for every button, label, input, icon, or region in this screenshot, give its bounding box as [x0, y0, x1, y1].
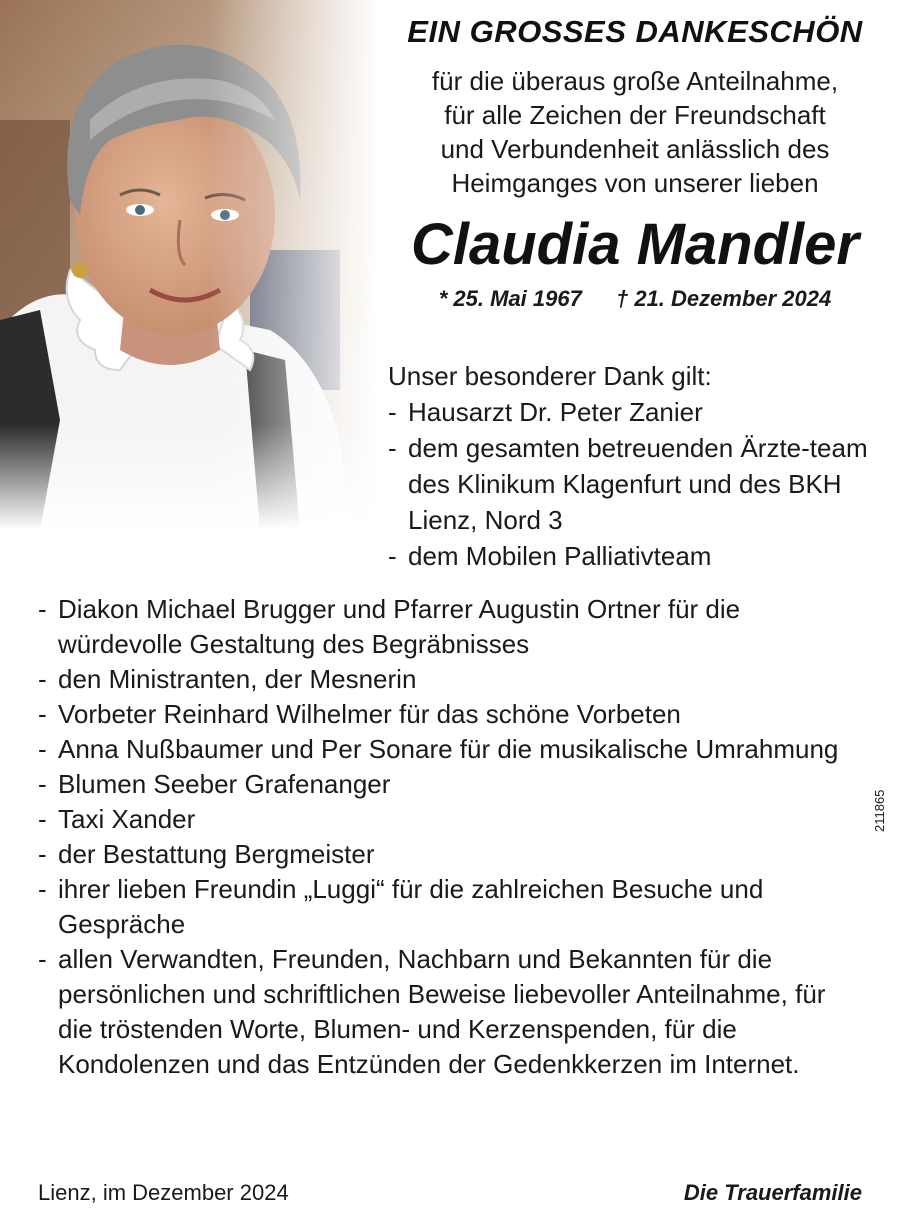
portrait-photo — [0, 0, 380, 530]
list-item: - Anna Nußbaumer und Per Sonare für die musikalische Umrahmung — [38, 732, 853, 767]
intro-text — [385, 64, 885, 200]
death-date: † 21. Dezember 2024 — [615, 286, 832, 311]
list-item: - ihrer lieben Freundin „Luggi“ für die zahlreichen Besuche und Gespräche — [38, 872, 853, 942]
intro-line: und Verbundenheit anlässlich des — [440, 134, 830, 164]
birth-date: * 25. Mai 1967 — [438, 286, 582, 311]
list-item: - Hausarzt Dr. Peter Zanier — [388, 394, 878, 430]
special-thanks — [388, 358, 878, 574]
list-item: - dem gesamten betreuenden Ärzte-team des Klinikum Klagenfurt und des BKH Lienz, Nord 3 — [388, 430, 878, 538]
list-item: - dem Mobilen Palliativteam — [388, 538, 878, 574]
intro-line: Heimganges von unserer lieben — [451, 168, 819, 198]
list-item: - allen Verwandten, Freunden, Nachbarn und Bekannten für die persönlichen und schriftlichen Beweise liebevoller Anteilnahme, für die tröstenden Worte, Blumen- und Kerzenspenden, für die Kondolenzen und das Entzünden der Gedenkkerzen im Internet. — [38, 942, 853, 1082]
deceased-name: Claudia Mandler — [411, 212, 859, 277]
list-item: - Vorbeter Reinhard Wilhelmer für das schöne Vorbeten — [38, 697, 853, 732]
place-and-date: Lienz, im Dezember 2024 — [38, 1180, 289, 1205]
ad-code: 211865 — [872, 789, 887, 833]
special-thanks-list — [388, 394, 878, 574]
signature: Die Trauerfamilie — [683, 1180, 862, 1205]
list-item: - Blumen Seeber Grafenanger — [38, 767, 853, 802]
thanks-list — [38, 592, 853, 1082]
intro-line: für alle Zeichen der Freundschaft — [444, 100, 826, 130]
header — [385, 10, 885, 314]
list-item: - Diakon Michael Brugger und Pfarrer Augustin Ortner für die würdevolle Gestaltung des Begräbnisses — [38, 592, 853, 662]
list-item: - Taxi Xander — [38, 802, 853, 837]
list-item: - den Ministranten, der Mesnerin — [38, 662, 853, 697]
life-dates — [385, 284, 885, 314]
headline: EIN GROSSES DANKESCHÖN — [407, 14, 863, 49]
special-thanks-lead: Unser besonderer Dank gilt: — [388, 361, 712, 391]
intro-line: für die überaus große Anteilnahme, — [431, 66, 839, 96]
list-item: - der Bestattung Bergmeister — [38, 837, 853, 872]
